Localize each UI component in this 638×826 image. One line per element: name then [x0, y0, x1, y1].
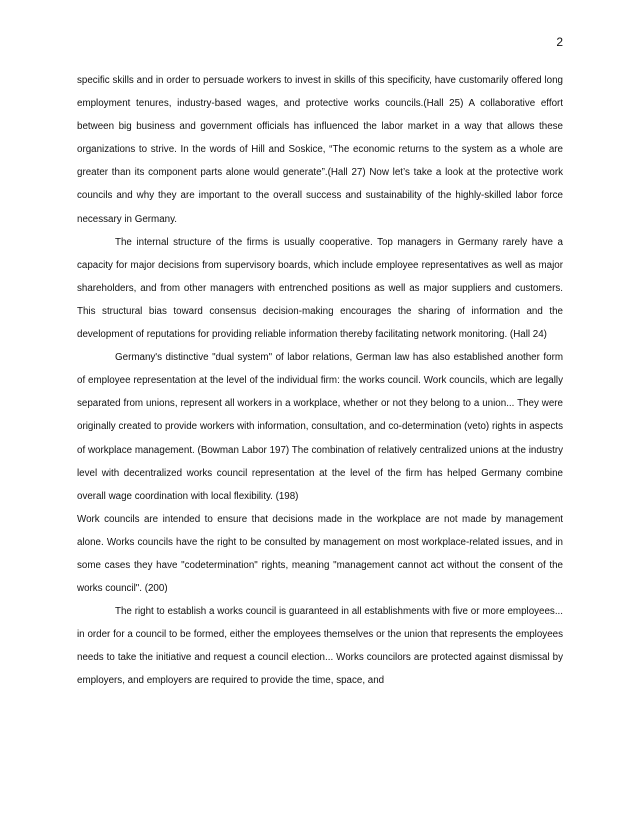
paragraph-4: Work councils are intended to ensure that decisions made in the workplace are not made by management alone. Works councils have the right to be consulted by management on most workplace-related issues, and in some cases they have "codetermination" rights, meaning "management cannot act without the consent of the works council". (200): [77, 513, 563, 595]
paragraph-1: specific skills and in order to persuade workers to invest in skills of this specificity, have customarily offered long employment tenures, industry-based wages, and protective works councils.(Hall 25) A collaborative effort between big business and government officials has influenced the labor market in a way that allows these organizations to strive. In the words of Hill and Soskice, “The economic returns to the system as a whole are greater than its component parts alone would generate”.(Hall 27) Now let’s take a look at the protective work councils and why they are important to the overall success and sustainability of the highly-skilled labor force necessary in Germany.: [77, 75, 563, 225]
paragraph-3: Germany's distinctive "dual system" of labor relations, German law has also established another form of employee representation at the level of the individual firm: the works council. Work councils, which are legally separated from unions, represent all workers in a workplace, whether or not they belong to a union... They were originally created to provide workers with information, consultation, and co-determination (veto) rights in aspects of workplace management. (Bowman Labor 197) The combination of relatively centralized unions at the industry level with decentralized works council representation at the level of the firm has helped Germany combine overall wage coordination with local flexibility. (198): [77, 352, 563, 502]
paragraph-2: The internal structure of the firms is usually cooperative. Top managers in Germany rarely have a capacity for major decisions from supervisory boards, which include employee representatives as well as major shareholders, and from other managers with entrenched positions as well as major suppliers and customers. This structural bias toward consensus decision-making encourages the sharing of information and the development of reputations for providing reliable information thereby facilitating network monitoring. (Hall 24): [77, 236, 563, 341]
page-number: 2: [556, 35, 563, 49]
paragraph-5: The right to establish a works council is guaranteed in all establishments with five or more employees... in order for a council to be formed, either the employees themselves or the union that represents the employees needs to take the initiative and request a council election... Works councilors are protected against dismissal by employers, and employers are required to provide the time, space, and: [77, 606, 563, 687]
body-text: [77, 69, 563, 693]
